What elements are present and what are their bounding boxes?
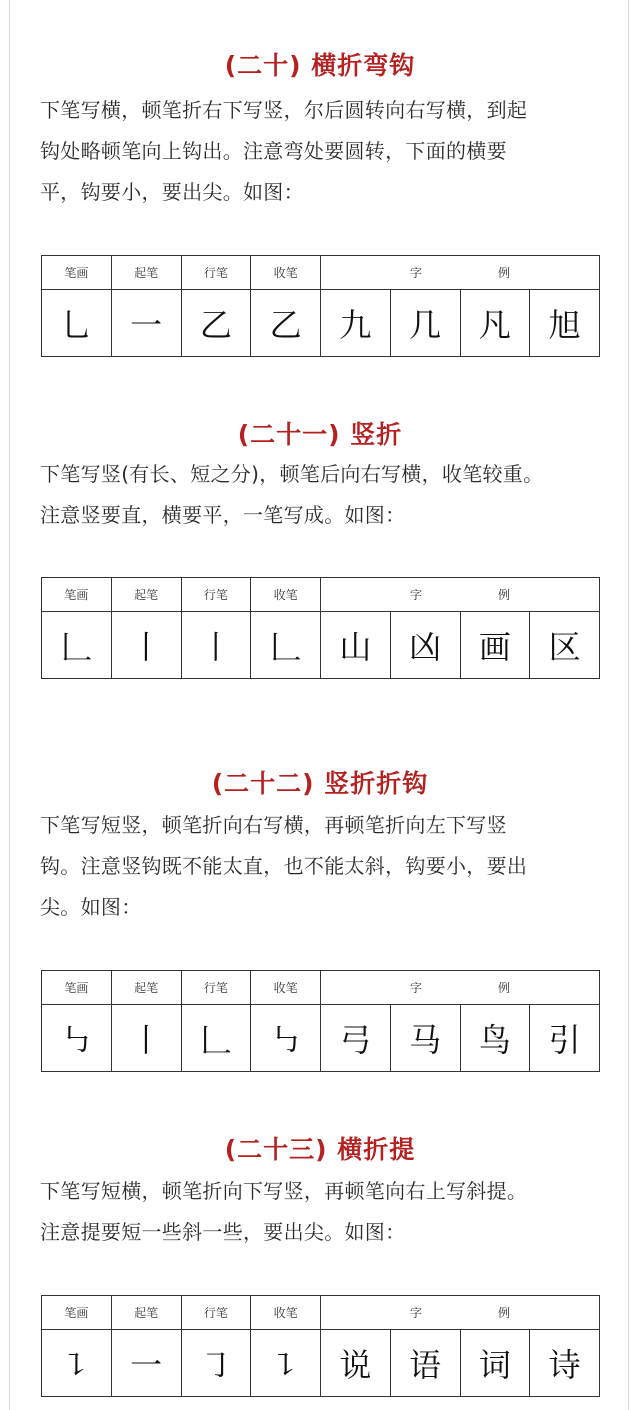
description-line: 注意竖要直，横要平，一笔写成。如图： — [40, 503, 406, 527]
cell-example: 引 — [530, 1005, 600, 1072]
description-line: 钩处略顿笔向上钩出。注意弯处要圆转，下面的横要 — [40, 139, 507, 163]
header-examples: 字 例 — [321, 1296, 600, 1330]
stroke-table — [41, 970, 600, 1072]
cell-stroke: ㇊ — [42, 1330, 112, 1397]
table-row — [42, 1330, 600, 1397]
cell-end: ㇉ — [251, 1005, 321, 1072]
cell-example: 画 — [460, 612, 530, 679]
cell-start: 丨 — [111, 1005, 181, 1072]
table-row — [42, 612, 600, 679]
header-move: 行笔 — [181, 971, 251, 1005]
description-line: 尖。如图： — [40, 895, 142, 919]
table-row — [42, 1005, 600, 1072]
cell-example: 说 — [321, 1330, 391, 1397]
section-description — [40, 805, 600, 928]
section-title: (二十一) 竖折 — [237, 420, 403, 449]
header-stroke: 笔画 — [42, 971, 112, 1005]
section-description — [40, 1171, 600, 1253]
cell-move: 丨 — [181, 612, 251, 679]
cell-end: 𠃊 — [251, 612, 321, 679]
cell-end: ㇊ — [251, 1330, 321, 1397]
table-header-row — [42, 971, 600, 1005]
cell-example: 马 — [390, 1005, 460, 1072]
section-description — [40, 454, 600, 536]
header-start: 起笔 — [111, 1296, 181, 1330]
stroke-table — [41, 1295, 600, 1397]
header-stroke: 笔画 — [42, 1296, 112, 1330]
table-header-row — [42, 578, 600, 612]
cell-stroke: 乚 — [42, 290, 112, 357]
cell-example: 诗 — [530, 1330, 600, 1397]
header-stroke: 笔画 — [42, 256, 112, 290]
header-end: 收笔 — [251, 971, 321, 1005]
description-line: 下笔写竖(有长、短之分)，顿笔后向右写横，收笔较重。 — [40, 462, 544, 486]
cell-stroke: 𠃊 — [42, 612, 112, 679]
cell-example: 词 — [460, 1330, 530, 1397]
cell-move: 乙 — [181, 290, 251, 357]
cell-example: 山 — [321, 612, 391, 679]
cell-example: 弓 — [321, 1005, 391, 1072]
description-line: 注意提要短一些斜一些，要出尖。如图： — [40, 1220, 406, 1244]
header-examples: 字 例 — [321, 578, 600, 612]
header-examples: 字 例 — [321, 971, 600, 1005]
cell-example: 区 — [530, 612, 600, 679]
header-start: 起笔 — [111, 578, 181, 612]
section-title: (二十三) 横折提 — [224, 1135, 416, 1164]
description-line: 钩。注意竖钩既不能太直，也不能太斜，钩要小，要出 — [40, 854, 528, 878]
section-title: (二十) 横折弯钩 — [224, 51, 416, 80]
section-description — [40, 90, 600, 213]
table-row — [42, 290, 600, 357]
cell-example: 几 — [390, 290, 460, 357]
description-line: 下笔写短竖，顿笔折向右写横，再顿笔折向左下写竖 — [40, 813, 507, 837]
header-end: 收笔 — [251, 1296, 321, 1330]
cell-move: 𠃊 — [181, 1005, 251, 1072]
table-header-row — [42, 256, 600, 290]
stroke-table — [41, 255, 600, 357]
cell-start: 一 — [111, 290, 181, 357]
cell-example: 九 — [321, 290, 391, 357]
header-examples: 字 例 — [321, 256, 600, 290]
cell-move: ㇆ — [181, 1330, 251, 1397]
cell-example: 旭 — [530, 290, 600, 357]
description-line: 平，钩要小，要出尖。如图： — [40, 180, 304, 204]
cell-example: 鸟 — [460, 1005, 530, 1072]
header-end: 收笔 — [251, 578, 321, 612]
description-line: 下笔写横，顿笔折右下写竖，尔后圆转向右写横，到起 — [40, 98, 528, 122]
cell-example: 凡 — [460, 290, 530, 357]
table-header-row — [42, 1296, 600, 1330]
cell-stroke: ㇉ — [42, 1005, 112, 1072]
header-end: 收笔 — [251, 256, 321, 290]
cell-start: 丨 — [111, 612, 181, 679]
cell-end: 乙 — [251, 290, 321, 357]
cell-example: 凶 — [390, 612, 460, 679]
cell-start: 一 — [111, 1330, 181, 1397]
header-move: 行笔 — [181, 578, 251, 612]
description-line: 下笔写短横，顿笔折向下写竖，再顿笔向右上写斜提。 — [40, 1179, 528, 1203]
header-move: 行笔 — [181, 1296, 251, 1330]
section-title: (二十二) 竖折折钩 — [211, 769, 429, 798]
header-move: 行笔 — [181, 256, 251, 290]
header-stroke: 笔画 — [42, 578, 112, 612]
stroke-table — [41, 577, 600, 679]
cell-example: 语 — [390, 1330, 460, 1397]
header-start: 起笔 — [111, 971, 181, 1005]
header-start: 起笔 — [111, 256, 181, 290]
